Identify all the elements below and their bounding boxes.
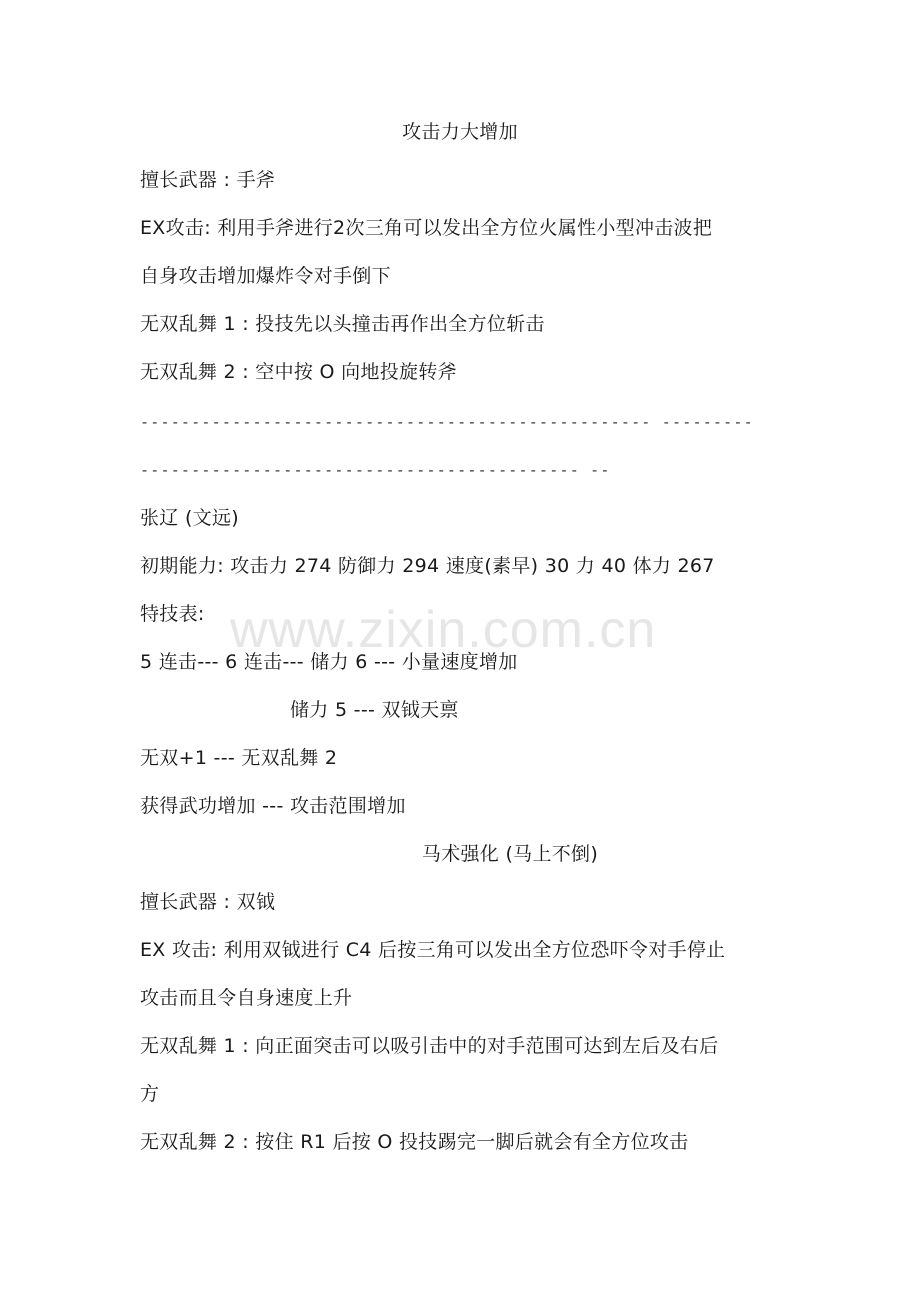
text-line: 获得武功增加 --- 攻击范围增加 bbox=[140, 795, 406, 817]
text-line: 5 连击--- 6 连击--- 储力 6 --- 小量速度增加 bbox=[140, 651, 518, 673]
watermark: www.zixin.com.cn bbox=[230, 601, 657, 659]
text-line: 储力 5 --- 双钺天禀 bbox=[290, 699, 459, 721]
divider-line: ------------------------------------------- -- bbox=[140, 461, 611, 479]
text-line: EX攻击: 利用手斧进行2次三角可以发出全方位火属性小型冲击波把 bbox=[140, 217, 713, 239]
text-line: 初期能力: 攻击力 274 防御力 294 速度(素早) 30 力 40 体力 267 bbox=[140, 555, 715, 577]
text-line: 攻击而且令自身速度上升 bbox=[140, 987, 353, 1009]
text-line: 特技表: bbox=[140, 603, 205, 625]
text-line: 擅长武器 : 双钺 bbox=[140, 891, 276, 913]
text-line: 无双乱舞 1 : 向正面突击可以吸引击中的对手范围可达到左后及右后 bbox=[140, 1035, 719, 1057]
section-title: 攻击力大增加 bbox=[402, 121, 518, 143]
character-name: 张辽 (文远) bbox=[140, 507, 239, 529]
text-line: 无双乱舞 1 : 投技先以头撞击再作出全方位斩击 bbox=[140, 313, 545, 335]
text-line: EX 攻击: 利用双钺进行 C4 后按三角可以发出全方位恐吓令对手停止 bbox=[140, 939, 726, 961]
divider-line: -------------------------------------------------- --------- bbox=[140, 413, 754, 431]
text-line: 自身攻击增加爆炸令对手倒下 bbox=[140, 265, 391, 287]
text-line: 擅长武器 : 手斧 bbox=[140, 169, 276, 191]
section-title: 马术强化 (马上不倒) bbox=[421, 843, 599, 865]
text-line: 无双乱舞 2 : 空中按 O 向地投旋转斧 bbox=[140, 361, 457, 383]
text-line: 无双+1 --- 无双乱舞 2 bbox=[140, 747, 338, 769]
text-line: 方 bbox=[140, 1083, 160, 1105]
text-line: 无双乱舞 2 : 按住 R1 后按 O 投技踢完一脚后就会有全方位攻击 bbox=[140, 1131, 689, 1153]
